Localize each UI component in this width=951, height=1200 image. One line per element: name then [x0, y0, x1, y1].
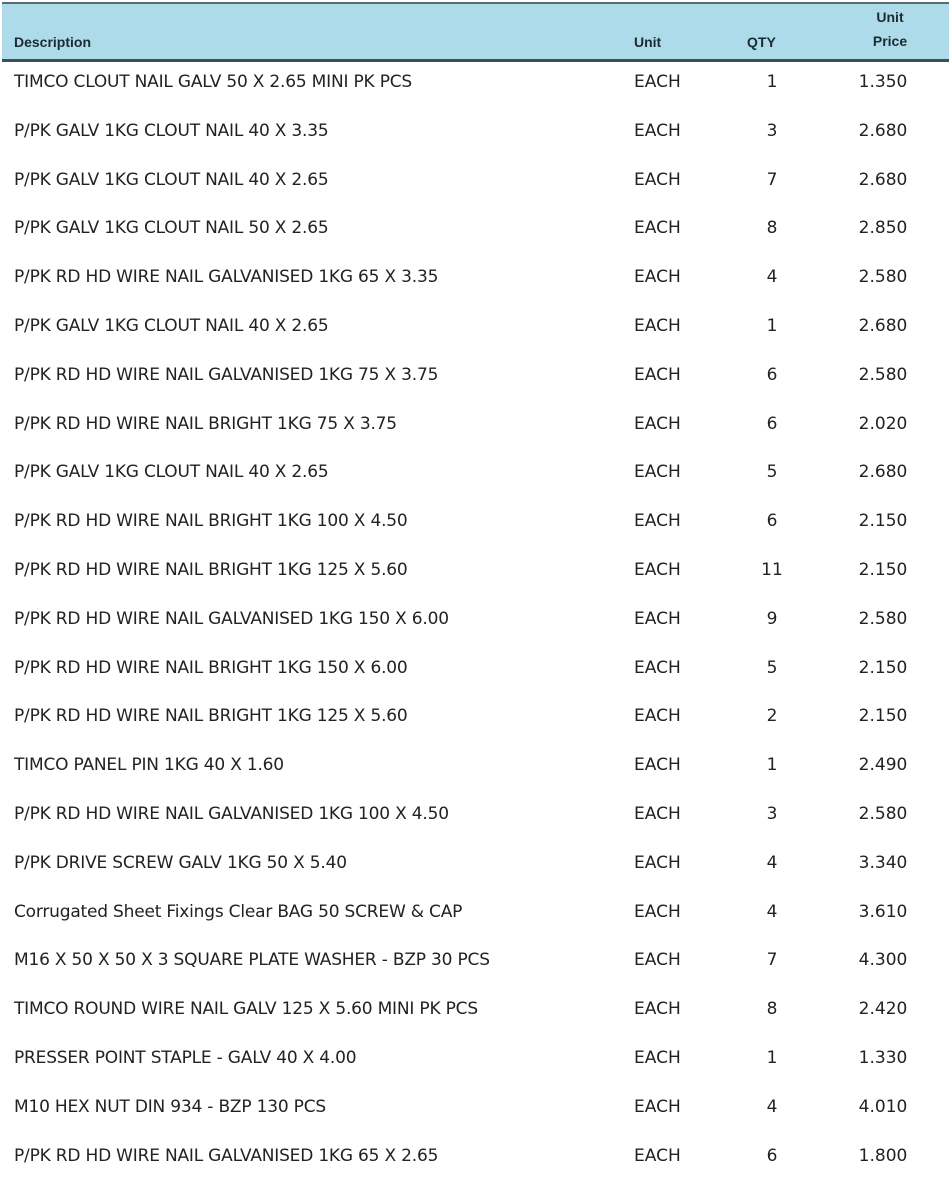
item-unit-price: 2.580 [858, 803, 908, 824]
item-unit: EACH [634, 315, 681, 336]
item-unit-price: 2.680 [858, 315, 908, 336]
item-qty: 6 [766, 364, 778, 385]
item-unit-price: 2.150 [858, 559, 908, 580]
table-row [0, 599, 951, 648]
item-qty: 8 [766, 999, 778, 1020]
item-description: P/PK DRIVE SCREW GALV 1KG 50 X 5.40 [14, 852, 347, 873]
table-row [0, 452, 951, 501]
item-description: P/PK RD HD WIRE NAIL BRIGHT 1KG 125 X 5.60 [14, 559, 408, 580]
header-qty: QTY [747, 34, 776, 50]
item-qty: 11 [761, 559, 783, 580]
header-unit: Unit [634, 34, 662, 50]
item-unit-price: 2.580 [858, 608, 908, 629]
item-qty: 6 [766, 511, 778, 532]
table-row [0, 940, 951, 989]
item-qty: 5 [766, 462, 778, 483]
item-description: M10 HEX NUT DIN 934 - BZP 130 PCS [14, 1096, 326, 1117]
table-row [0, 355, 951, 404]
table-row [0, 794, 951, 843]
table-row [0, 160, 951, 209]
item-qty: 3 [766, 120, 778, 141]
table-row [0, 843, 951, 892]
table-row [0, 696, 951, 745]
item-description: P/PK GALV 1KG CLOUT NAIL 40 X 3.35 [14, 120, 329, 141]
item-unit-price: 4.300 [858, 950, 908, 971]
item-qty: 4 [766, 852, 778, 873]
item-qty: 1 [766, 755, 778, 776]
item-qty: 4 [766, 901, 778, 922]
item-qty: 8 [766, 218, 778, 239]
item-unit-price: 3.610 [858, 901, 908, 922]
item-description: P/PK RD HD WIRE NAIL BRIGHT 1KG 100 X 4.50 [14, 511, 408, 532]
item-unit: EACH [634, 72, 681, 92]
item-qty: 7 [766, 169, 778, 190]
item-qty: 1 [766, 72, 778, 92]
item-unit: EACH [634, 462, 681, 483]
item-unit: EACH [634, 901, 681, 922]
item-qty: 9 [766, 608, 778, 629]
item-qty: 3 [766, 803, 778, 824]
item-unit: EACH [634, 999, 681, 1020]
item-qty: 4 [766, 267, 778, 288]
item-unit: EACH [634, 169, 681, 190]
item-unit-price: 1.800 [858, 1145, 908, 1166]
item-unit-price: 2.680 [858, 169, 908, 190]
table-row [0, 989, 951, 1038]
item-qty: 5 [766, 657, 778, 678]
table-row [0, 404, 951, 453]
table-row [0, 1136, 951, 1185]
item-unit: EACH [634, 511, 681, 532]
item-description: Corrugated Sheet Fixings Clear BAG 50 SCREW & CAP [14, 901, 463, 922]
table-row [0, 648, 951, 697]
item-qty: 2 [766, 706, 778, 727]
item-unit: EACH [634, 608, 681, 629]
item-unit: EACH [634, 1145, 681, 1166]
item-description: P/PK RD HD WIRE NAIL GALVANISED 1KG 100 X 4.50 [14, 803, 449, 824]
item-unit-price: 2.020 [858, 413, 908, 434]
table-row [0, 501, 951, 550]
item-unit: EACH [634, 1047, 681, 1068]
item-unit: EACH [634, 657, 681, 678]
item-unit: EACH [634, 559, 681, 580]
item-unit-price: 2.580 [858, 267, 908, 288]
item-unit: EACH [634, 1096, 681, 1117]
table-row [0, 111, 951, 160]
item-unit: EACH [634, 852, 681, 873]
table-row [0, 306, 951, 355]
item-qty: 1 [766, 315, 778, 336]
item-description: P/PK RD HD WIRE NAIL GALVANISED 1KG 150 X 6.00 [14, 608, 449, 629]
item-description: M16 X 50 X 50 X 3 SQUARE PLATE WASHER - BZP 30 PCS [14, 950, 490, 971]
item-unit-price: 3.340 [858, 852, 908, 873]
table-row [0, 1038, 951, 1087]
table-row [0, 892, 951, 941]
item-unit: EACH [634, 218, 681, 239]
item-qty: 7 [766, 950, 778, 971]
item-description: P/PK RD HD WIRE NAIL BRIGHT 1KG 125 X 5.60 [14, 706, 408, 727]
table-row [0, 745, 951, 794]
item-qty: 4 [766, 1096, 778, 1117]
item-qty: 1 [766, 1047, 778, 1068]
item-unit-price: 2.580 [858, 364, 908, 385]
item-description: TIMCO ROUND WIRE NAIL GALV 125 X 5.60 MINI PK PCS [14, 999, 478, 1020]
header-unit-price [850, 5, 930, 53]
item-unit: EACH [634, 803, 681, 824]
item-unit-price: 2.420 [858, 999, 908, 1020]
table-header [2, 2, 949, 62]
item-description: TIMCO CLOUT NAIL GALV 50 X 2.65 MINI PK PCS [14, 72, 413, 92]
table-row [0, 257, 951, 306]
item-unit: EACH [634, 706, 681, 727]
item-description: P/PK GALV 1KG CLOUT NAIL 50 X 2.65 [14, 218, 329, 239]
item-description: P/PK RD HD WIRE NAIL GALVANISED 1KG 65 X 3.35 [14, 267, 439, 288]
item-unit-price: 1.330 [858, 1047, 908, 1068]
table-row [0, 1087, 951, 1136]
item-unit: EACH [634, 120, 681, 141]
item-qty: 6 [766, 413, 778, 434]
item-description: PRESSER POINT STAPLE - GALV 40 X 4.00 [14, 1047, 357, 1068]
item-unit: EACH [634, 950, 681, 971]
header-unit-price-line1: Unit [876, 9, 904, 25]
item-unit: EACH [634, 364, 681, 385]
item-unit: EACH [634, 413, 681, 434]
item-description: P/PK RD HD WIRE NAIL BRIGHT 1KG 75 X 3.75 [14, 413, 397, 434]
header-unit-price-line2: Price [872, 33, 908, 49]
item-unit: EACH [634, 267, 681, 288]
item-unit-price: 2.680 [858, 462, 908, 483]
header-description: Description [14, 34, 92, 50]
item-unit-price: 2.680 [858, 120, 908, 141]
item-unit-price: 2.850 [858, 218, 908, 239]
table-body [0, 62, 951, 1184]
item-unit-price: 2.150 [858, 706, 908, 727]
table-row [0, 550, 951, 599]
item-description: P/PK GALV 1KG CLOUT NAIL 40 X 2.65 [14, 169, 329, 190]
table-row [0, 62, 951, 111]
table-row [0, 208, 951, 257]
item-unit: EACH [634, 755, 681, 776]
item-description: TIMCO PANEL PIN 1KG 40 X 1.60 [14, 755, 284, 776]
item-description: P/PK GALV 1KG CLOUT NAIL 40 X 2.65 [14, 315, 329, 336]
item-description: P/PK RD HD WIRE NAIL GALVANISED 1KG 65 X 2.65 [14, 1145, 439, 1166]
item-unit-price: 2.490 [858, 755, 908, 776]
item-unit-price: 1.350 [858, 72, 908, 92]
item-qty: 6 [766, 1145, 778, 1166]
item-unit-price: 2.150 [858, 511, 908, 532]
item-unit-price: 2.150 [858, 657, 908, 678]
item-description: P/PK RD HD WIRE NAIL GALVANISED 1KG 75 X 3.75 [14, 364, 439, 385]
item-unit-price: 4.010 [858, 1096, 908, 1117]
item-description: P/PK RD HD WIRE NAIL BRIGHT 1KG 150 X 6.00 [14, 657, 408, 678]
item-description: P/PK GALV 1KG CLOUT NAIL 40 X 2.65 [14, 462, 329, 483]
